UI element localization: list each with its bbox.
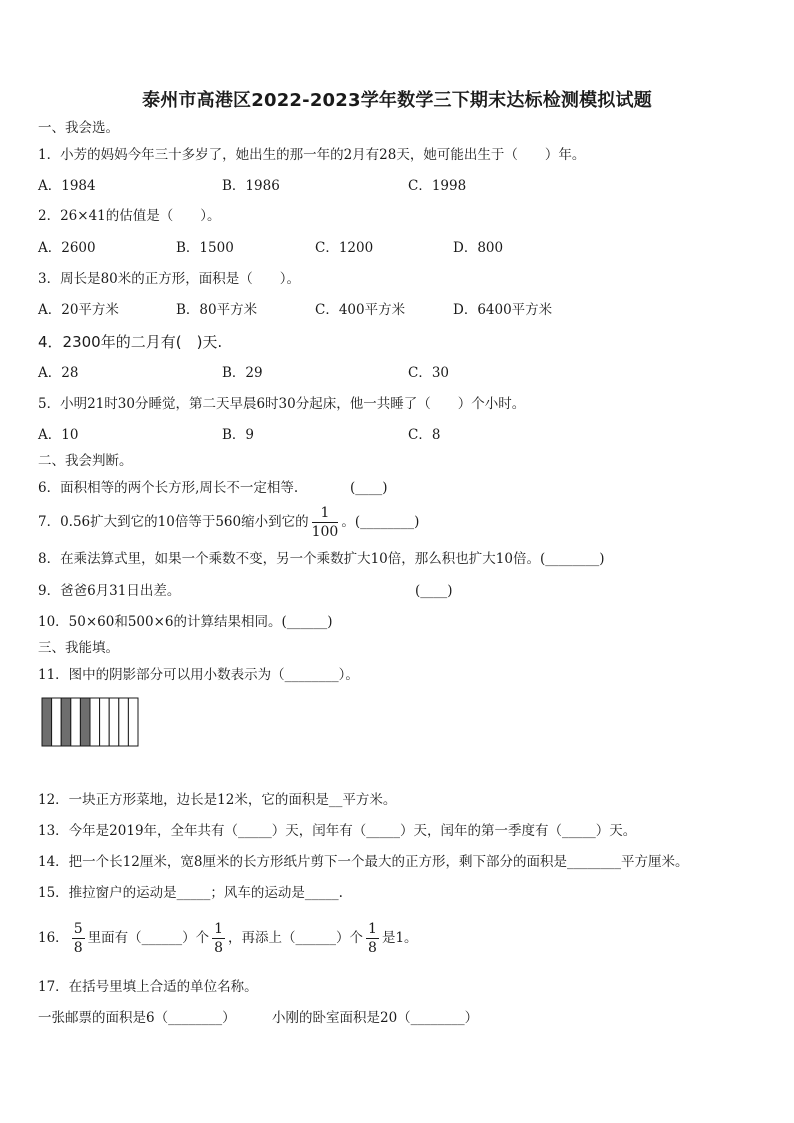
- shaded-strip: [61, 698, 71, 746]
- shaded-strip: [42, 698, 52, 746]
- question-4: 4．2300年的二月有( )天.: [38, 333, 223, 351]
- q6-answer-blank: (____): [350, 480, 388, 496]
- question-8: 8．在乘法算式里，如果一个乘数不变，另一个乘数扩大10倍，那么积也扩大10倍。(________): [38, 551, 605, 567]
- unshaded-strip: [71, 698, 81, 746]
- q16-fraction-2-numerator: 1: [214, 921, 224, 937]
- q3-option-c: C．400平方米: [315, 302, 406, 318]
- question-14: 14．把一个长12厘米，宽8厘米的长方形纸片剪下一个最大的正方形，剩下部分的面积是________平方厘米。: [38, 854, 689, 870]
- unshaded-strip: [128, 698, 138, 746]
- q16-fraction-1-numerator: 5: [73, 921, 83, 937]
- q16-text-1: 里面有（______）个: [87, 930, 210, 946]
- question-5: 5．小明21时30分睡觉，第二天早晨6时30分起床，他一共睡了（ ）个小时。: [38, 396, 526, 412]
- q11-stripe-figure: [41, 697, 141, 747]
- q16-fraction-3-numerator: 1: [368, 921, 377, 937]
- q3-option-d: D．6400平方米: [453, 302, 553, 318]
- q7-fraction-denominator: 100: [311, 524, 339, 540]
- question-16: [38, 916, 418, 960]
- question-7: [38, 505, 419, 539]
- q16-fraction-1-denominator: 8: [73, 940, 83, 956]
- q16-fraction-1: [72, 922, 85, 955]
- q16-fraction-3: [366, 922, 379, 955]
- q3-option-b: B．80平方米: [176, 302, 258, 318]
- q4-option-b: B．29: [222, 365, 263, 381]
- q3-option-a: A．20平方米: [38, 302, 119, 318]
- shaded-strip: [80, 698, 90, 746]
- unshaded-strip: [52, 698, 62, 746]
- q2-option-d: D．800: [453, 240, 504, 256]
- section-heading-fill: 三、我能填。: [38, 640, 119, 656]
- q16-number: 16．: [38, 930, 69, 946]
- page-title: 泰州市高港区2022-2023学年数学三下期末达标检测模拟试题: [142, 90, 652, 111]
- q5-option-a: A．10: [38, 427, 79, 443]
- question-17: 17．在括号里填上合适的单位名称。: [38, 979, 258, 995]
- section-heading-judge: 二、我会判断。: [38, 453, 133, 469]
- q2-option-c: C．1200: [315, 240, 374, 256]
- q7-fraction: [312, 506, 339, 539]
- q7-answer-blank: 。(________): [341, 514, 420, 530]
- q5-option-c: C．8: [408, 427, 441, 443]
- question-15: 15．推拉窗户的运动是_____；风车的运动是_____.: [38, 885, 343, 901]
- q4-option-a: A．28: [38, 365, 79, 381]
- question-9: 9．爸爸6月31日出差。: [38, 583, 181, 599]
- question-1: 1．小芳的妈妈今年三十多岁了，她出生的那一年的2月有28天，她可能出生于（ ）年。: [38, 147, 586, 163]
- q17-part-2: 小刚的卧室面积是20（________）: [272, 1010, 479, 1026]
- q7-text: 7．0.56扩大到它的10倍等于560缩小到它的: [38, 514, 309, 530]
- q5-option-b: B．9: [222, 427, 255, 443]
- q16-text-2: ，再添上（______）个: [228, 930, 364, 946]
- question-11: 11．图中的阴影部分可以用小数表示为（________）。: [38, 667, 359, 683]
- q9-answer-blank: (____): [415, 583, 453, 599]
- q4-option-c: C．30: [408, 365, 450, 381]
- unshaded-strip: [119, 698, 129, 746]
- q2-option-b: B．1500: [176, 240, 234, 256]
- q7-fraction-numerator: 1: [312, 506, 339, 523]
- question-3: 3．周长是80米的正方形，面积是（ ）。: [38, 271, 301, 287]
- unshaded-strip: [109, 698, 119, 746]
- q1-option-c: C．1998: [408, 178, 467, 194]
- unshaded-strip: [90, 698, 100, 746]
- q16-fraction-2: [212, 922, 225, 955]
- q1-option-a: A．1984: [38, 178, 96, 194]
- question-13: 13．今年是2019年，全年共有（_____）天，闰年有（_____）天，闰年的第一季度有（_____）天。: [38, 823, 637, 839]
- question-2: 2．26×41的估值是（ ）。: [38, 208, 221, 224]
- q2-option-a: A．2600: [38, 240, 96, 256]
- q16-fraction-3-denominator: 8: [368, 940, 377, 956]
- question-12: 12．一块正方形菜地，边长是12米，它的面积是__平方米。: [38, 792, 397, 808]
- section-heading-choice: 一、我会选。: [38, 120, 119, 136]
- q16-text-end: 是1。: [381, 930, 418, 946]
- q16-fraction-2-denominator: 8: [214, 940, 224, 956]
- q1-option-b: B．1986: [222, 178, 280, 194]
- question-10: 10．50×60和500×6的计算结果相同。(______): [38, 614, 333, 630]
- question-6: 6．面积相等的两个长方形,周长不一定相等.: [38, 480, 299, 496]
- unshaded-strip: [100, 698, 110, 746]
- q17-part-1: 一张邮票的面积是6（________）: [38, 1010, 236, 1026]
